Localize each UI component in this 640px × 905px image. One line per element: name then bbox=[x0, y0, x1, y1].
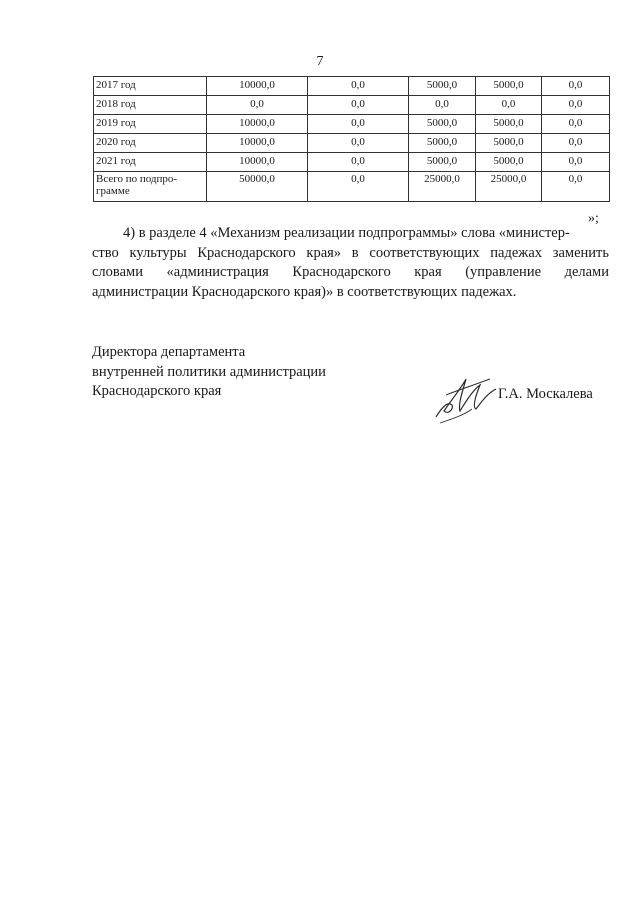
closing-quote: »; bbox=[588, 211, 599, 226]
value-cell: 50000,0 bbox=[207, 172, 308, 202]
value-cell: 25000,0 bbox=[476, 172, 542, 202]
signatory-title-line: внутренней политики администрации bbox=[92, 363, 326, 380]
value-cell: 0,0 bbox=[542, 115, 610, 134]
value-cell: 5000,0 bbox=[409, 115, 476, 134]
row-label-cell: 2019 год bbox=[94, 115, 207, 134]
value-cell: 10000,0 bbox=[207, 115, 308, 134]
row-label-cell: 2020 год bbox=[94, 134, 207, 153]
table-row bbox=[94, 153, 610, 172]
value-cell: 0,0 bbox=[542, 77, 610, 96]
row-label-cell: Всего по подпро- грамме bbox=[94, 172, 207, 202]
table-total-row bbox=[94, 172, 610, 202]
value-cell: 5000,0 bbox=[476, 134, 542, 153]
table-row bbox=[94, 134, 610, 153]
value-cell: 0,0 bbox=[308, 96, 409, 115]
table-row bbox=[94, 96, 610, 115]
table-row bbox=[94, 77, 610, 96]
value-cell: 5000,0 bbox=[476, 115, 542, 134]
value-cell: 0,0 bbox=[476, 96, 542, 115]
handwritten-signature bbox=[432, 365, 500, 425]
value-cell: 10000,0 bbox=[207, 153, 308, 172]
value-cell: 0,0 bbox=[207, 96, 308, 115]
value-cell: 5000,0 bbox=[409, 77, 476, 96]
table-row bbox=[94, 115, 610, 134]
value-cell: 10000,0 bbox=[207, 77, 308, 96]
value-cell: 0,0 bbox=[308, 134, 409, 153]
value-cell: 0,0 bbox=[308, 115, 409, 134]
signatory-title-line: Краснодарского края bbox=[92, 383, 222, 399]
paragraph-first-line: 4) в разделе 4 «Механизм реализации подпрограммы» слова «министер- bbox=[123, 225, 570, 241]
budget-table bbox=[93, 76, 610, 202]
value-cell: 0,0 bbox=[308, 77, 409, 96]
signatory-title-line: Директора департамента bbox=[92, 344, 246, 360]
row-label-cell: 2018 год bbox=[94, 96, 207, 115]
value-cell: 5000,0 bbox=[409, 134, 476, 153]
value-cell: 0,0 bbox=[542, 96, 610, 115]
value-cell: 0,0 bbox=[542, 153, 610, 172]
value-cell: 0,0 bbox=[542, 172, 610, 202]
amendment-paragraph bbox=[92, 224, 609, 302]
row-label-cell: 2017 год bbox=[94, 77, 207, 96]
value-cell: 0,0 bbox=[308, 172, 409, 202]
value-cell: 5000,0 bbox=[476, 153, 542, 172]
value-cell: 5000,0 bbox=[409, 153, 476, 172]
signatory-title bbox=[92, 343, 326, 402]
signer-name: Г.А. Москалева bbox=[498, 386, 593, 402]
value-cell: 5000,0 bbox=[476, 77, 542, 96]
value-cell: 10000,0 bbox=[207, 134, 308, 153]
page-number: 7 bbox=[316, 54, 324, 69]
value-cell: 0,0 bbox=[308, 153, 409, 172]
value-cell: 25000,0 bbox=[409, 172, 476, 202]
value-cell: 0,0 bbox=[409, 96, 476, 115]
paragraph-rest: ство культуры Краснодарского края» в соответствующих падежах заменить словами «администрация Краснодарского края (управление делами администрации Краснодарского края)» в соответствующих падежах. bbox=[92, 244, 609, 300]
row-label-cell: 2021 год bbox=[94, 153, 207, 172]
value-cell: 0,0 bbox=[542, 134, 610, 153]
